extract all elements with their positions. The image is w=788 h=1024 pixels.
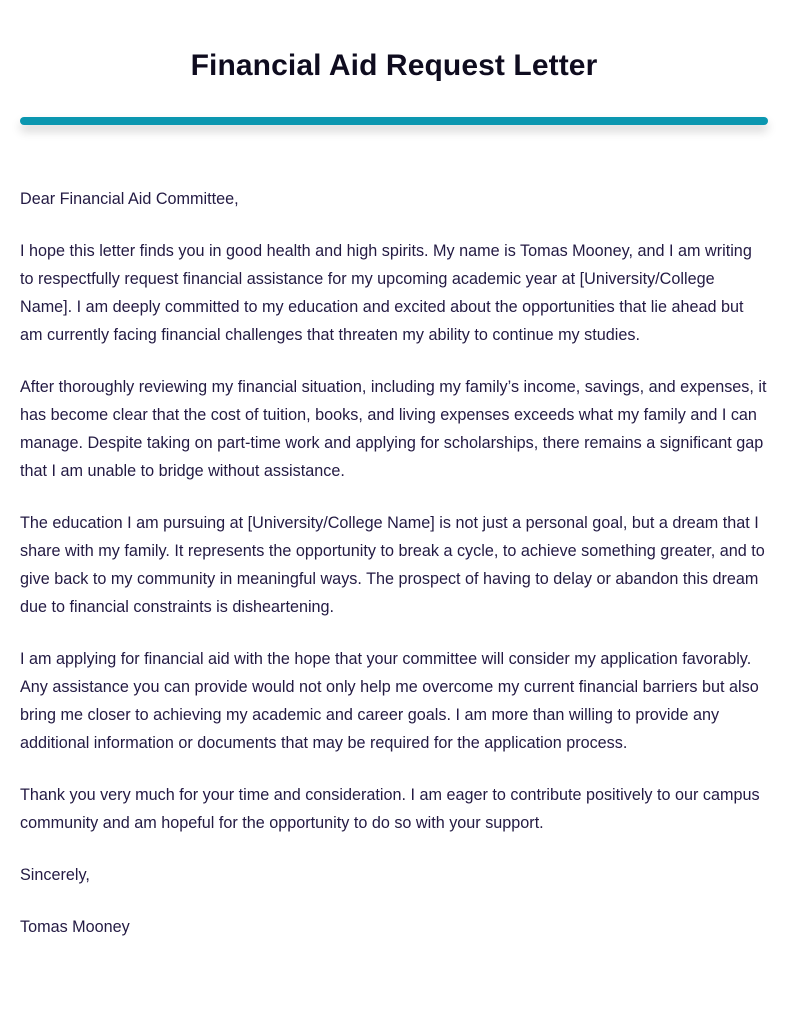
paragraph-thanks: Thank you very much for your time and consideration. I am eager to contribute positively to our campus community and am hopeful for the opportunity to do so with your support. [20,786,760,832]
closing: Sincerely, [20,866,90,884]
letter-body [20,185,768,941]
title-divider [20,117,768,125]
paragraph-intro: I hope this letter finds you in good health and high spirits. My name is Tomas Mooney, and I am writing to respectfully request financial assistance for my upcoming academic year at [University/College Name]. I am deeply committed to my education and excited about the opportunities that lie ahead but am currently facing financial challenges that threaten my ability to continue my studies. [20,242,752,344]
page-title: Financial Aid Request Letter [190,49,598,82]
paragraph-financial-situation: After thoroughly reviewing my financial situation, including my family’s income, savings, and expenses, it has become clear that the cost of tuition, books, and living expenses exceeds what my family and I can manage. Despite taking on part-time work and applying for scholarships, there remains a significant gap that I am unable to bridge without assistance. [20,378,767,480]
salutation: Dear Financial Aid Committee, [20,190,239,208]
paragraph-education-goal: The education I am pursuing at [University/College Name] is not just a personal goal, but a dream that I share with my family. It represents the opportunity to break a cycle, to achieve something greater, and to give back to my community in meaningful ways. The prospect of having to delay or abandon this dream due to financial constraints is disheartening. [20,514,765,616]
paragraph-request: I am applying for financial aid with the hope that your committee will consider my application favorably. Any assistance you can provide would not only help me overcome my current financial barriers but also bring me closer to achieving my academic and career goals. I am more than willing to provide any additional information or documents that may be required for the application process. [20,650,759,752]
signature: Tomas Mooney [20,918,130,936]
